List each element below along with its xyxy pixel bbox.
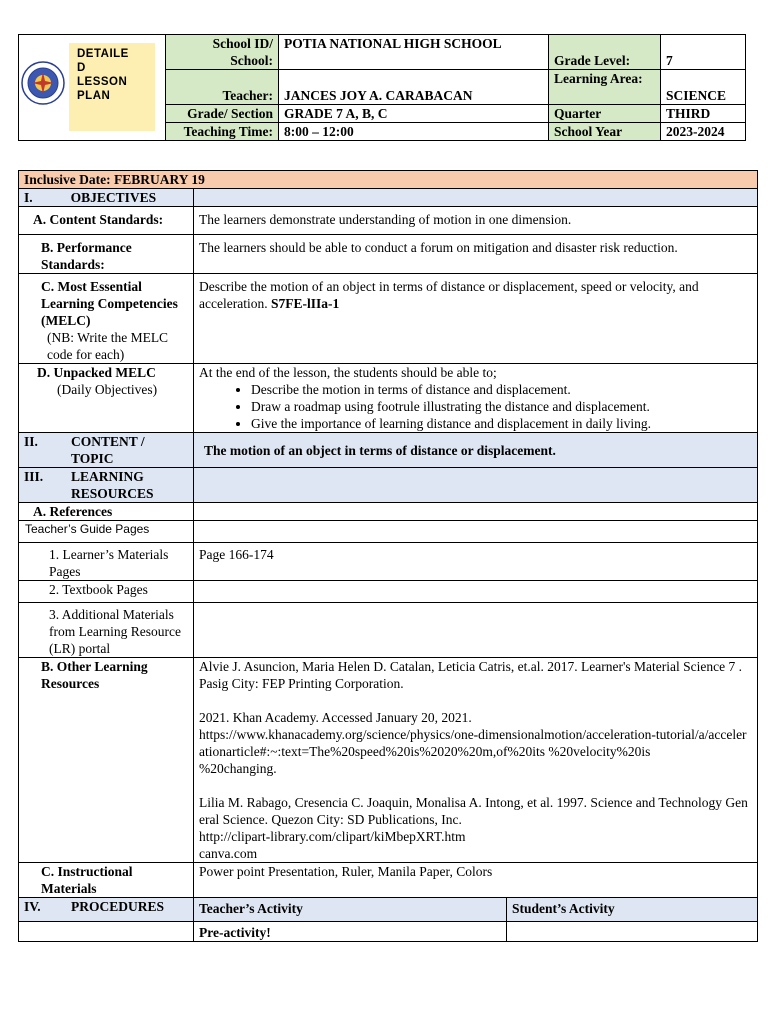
performance-value: The learners should be able to conduct a forum on mitigation and disaster risk reduction. — [194, 235, 758, 274]
performance-label: B. Performance Standards: — [19, 235, 194, 274]
content-standards-label: A. Content Standards: — [19, 207, 194, 235]
tg-label: Teacher’s Guide Pages — [19, 521, 194, 543]
unpacked-value-cell — [194, 364, 758, 433]
teacher-label: Teacher: — [166, 70, 279, 105]
teacher-value: JANCES JOY A. CARABACAN — [279, 70, 549, 105]
melc-note: (NB: Write the MELC code for each) — [47, 330, 169, 362]
school-label: School ID/ School: — [166, 35, 279, 70]
grade-level-value: 7 — [661, 35, 746, 70]
unpacked-sub: (Daily Objectives) — [57, 382, 158, 397]
textbook-label: 2. Textbook Pages — [19, 581, 194, 603]
instructional-value: Power point Presentation, Ruler, Manila Paper, Colors — [194, 863, 758, 898]
unpacked-label-cell — [19, 364, 194, 433]
objectives-heading: I. OBJECTIVES — [19, 189, 194, 207]
references-label: A. References — [19, 503, 194, 521]
school-value: POTIA NATIONAL HIGH SCHOOL — [279, 35, 549, 70]
header-table — [18, 34, 746, 141]
learning-area-label: Learning Area: — [549, 70, 661, 105]
list-item: • Give the importance of learning distance and displacement in daily living. — [251, 415, 752, 432]
unpacked-list — [199, 381, 752, 432]
content-value: The motion of an object in terms of distance or displacement. — [194, 433, 758, 468]
lm-value: Page 166-174 — [194, 543, 758, 581]
content-standards-value: The learners demonstrate understanding of motion in one dimension. — [194, 207, 758, 235]
teaching-time-value: 8:00 – 12:00 — [279, 123, 549, 141]
inclusive-date: Inclusive Date: FEBRUARY 19 — [19, 171, 758, 189]
teaching-time-label: Teaching Time: — [166, 123, 279, 141]
deped-seal-icon — [21, 61, 65, 105]
grade-section-label: Grade/ Section — [166, 105, 279, 123]
resources-heading: III. LEARNING RESOURCES — [19, 468, 194, 503]
other-resources-label: B. Other Learning Resources — [19, 658, 194, 863]
student-activity-header: Student’s Activity — [507, 898, 758, 922]
dlp-title: DETAILE D LESSON PLAN — [69, 43, 155, 131]
list-item: • Draw a roadmap using footrule illustrating the distance and displacement. — [251, 398, 752, 415]
lm-label: 1. Learner’s Materials Pages — [19, 543, 194, 581]
additional-label: 3. Additional Materials from Learning Resource (LR) portal — [19, 603, 194, 658]
melc-label: C. Most Essential Learning Competencies (MELC) — [41, 279, 178, 328]
teacher-activity-header: Teacher’s Activity — [194, 898, 507, 922]
melc-code: S7FE-lIIa-1 — [270, 296, 340, 311]
school-year-label: School Year — [549, 123, 661, 141]
pre-activity: Pre-activity! — [194, 922, 507, 942]
content-heading: II. CONTENT / TOPIC — [19, 433, 194, 468]
procedures-heading: IV. PROCEDURES — [19, 898, 194, 922]
learning-area-value: SCIENCE — [661, 70, 746, 105]
unpacked-label: D. Unpacked MELC — [37, 365, 156, 380]
list-item: • Describe the motion in terms of distance and displacement. — [251, 381, 752, 398]
melc-value: Describe the motion of an object in terms of distance or displacement, speed or velocity, and acceleration. — [199, 279, 699, 311]
school-year-value: 2023-2024 — [661, 123, 746, 141]
melc-label-cell — [19, 274, 194, 364]
quarter-label: Quarter — [549, 105, 661, 123]
unpacked-intro: At the end of the lesson, the students should be able to; — [199, 365, 497, 380]
grade-section-value: GRADE 7 A, B, C — [279, 105, 549, 123]
melc-value-cell — [194, 274, 758, 364]
quarter-value: THIRD — [661, 105, 746, 123]
logo-cell — [19, 35, 166, 141]
instructional-label: C. Instructional Materials — [19, 863, 194, 898]
lesson-plan-table — [18, 170, 758, 942]
other-resources-value: Alvie J. Asuncion, Maria Helen D. Catalan, Leticia Catris, et.al. 2017. Learner's Material Science 7 . Pasig City: FEP Printing Corporation. 2021. Khan Academy. Accessed January 20, 2021. https://www.khanacademy.org/science/physics/one-dimensionalmotion/acceleration-tutorial/a/accelerationarticle#:~:text=The%20speed%20is%2020%20m,of%20its %20velocity%20is %20changing. Lilia M. Rabago, Cresencia C. Joaquin, Monalisa A. Intong, et al. 1997. Science and Technology General Science. Quezon City: SD Publications, Inc. http://clipart-library.com/clipart/kiMbepXRT.htm canva.com — [194, 658, 758, 863]
grade-level-label: Grade Level: — [549, 35, 661, 70]
